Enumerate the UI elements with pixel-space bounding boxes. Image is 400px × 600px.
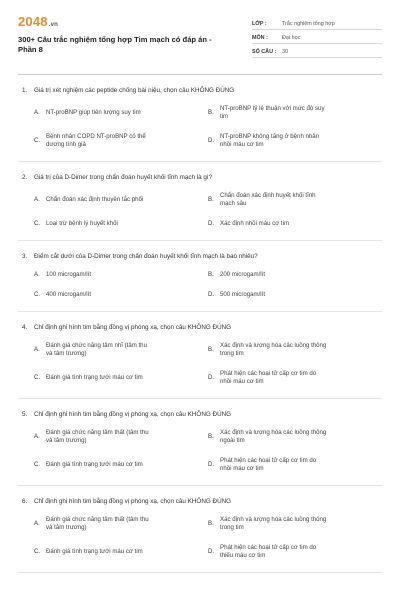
option-letter: D. xyxy=(208,374,215,381)
option-letter: D. xyxy=(208,461,215,468)
answer-option-d[interactable] xyxy=(208,291,382,299)
option-text: Xác định và lượng hóa các luồng thông ngoài tim xyxy=(220,429,327,444)
answer-option-a[interactable] xyxy=(34,342,208,358)
option-text: 200 microgam/lít xyxy=(220,271,266,278)
answer-option-d[interactable] xyxy=(208,544,382,560)
option-text: Phát hiện các hoại tử cấp cơ tim do thiếu máu cơ tim xyxy=(220,544,317,559)
answer-option-d[interactable] xyxy=(208,133,382,149)
question-text-row xyxy=(18,253,382,261)
meta-row-count xyxy=(252,44,382,58)
answer-option-b[interactable] xyxy=(208,271,382,279)
answer-option-a[interactable] xyxy=(34,516,208,532)
option-letter: C. xyxy=(34,461,41,468)
option-letter: B. xyxy=(208,520,214,527)
option-text: 100 microgam/lít xyxy=(46,271,92,278)
option-letter: D. xyxy=(208,137,215,144)
answer-option-d[interactable] xyxy=(208,457,382,473)
question-text: Điểm cắt dưới của D-Dimer trong chẩn đoán huyết khối tĩnh mạch là bao nhiêu? xyxy=(34,253,258,260)
header xyxy=(18,0,382,64)
option-letter: C. xyxy=(34,548,41,555)
answer-options xyxy=(18,192,382,228)
answer-options xyxy=(18,342,382,386)
meta-label: MÔN : xyxy=(252,35,268,41)
answer-option-d[interactable] xyxy=(208,370,382,386)
option-letter: B. xyxy=(208,346,214,353)
question-text: Giá trị của D-Dimer trong chẩn đoán huyết khối tĩnh mạch là gì? xyxy=(34,174,213,181)
question-divider xyxy=(18,398,382,399)
answer-option-c[interactable] xyxy=(34,220,208,228)
option-text: Đánh giá tình trạng tưới máu cơ tim xyxy=(46,374,143,381)
option-text: Đánh giá chức năng tâm thất (tâm thu và tâm trương) xyxy=(46,429,149,444)
option-letter: B. xyxy=(208,271,214,278)
brand xyxy=(18,14,228,64)
question-text-row xyxy=(18,324,382,332)
answer-option-b[interactable] xyxy=(208,429,382,445)
document-title: 300+ Câu trắc nghiệm tổng hợp Tim mạch có đáp án - Phần 8 xyxy=(18,35,212,54)
option-letter: C. xyxy=(34,291,41,298)
question-2 xyxy=(18,174,382,241)
question-text-row xyxy=(18,498,382,506)
question-divider xyxy=(18,311,382,312)
option-text: NT-proBNP không tăng ở bệnh nhân nhồi máu cơ tim xyxy=(220,133,320,148)
option-text: Chẩn đoán xác định huyết khối tĩnh mạch sâu xyxy=(220,192,316,207)
option-letter: A. xyxy=(34,271,40,278)
option-text: Bệnh nhân COPD NT-proBNP có thể dương tính giả xyxy=(46,133,146,148)
question-list xyxy=(18,87,382,573)
question-text: Chỉ định ghi hình tim bằng đồng vị phóng xạ, chọn câu KHÔNG ĐÚNG xyxy=(34,498,232,505)
option-letter: A. xyxy=(34,196,40,203)
option-letter: D. xyxy=(208,291,215,298)
option-letter: C. xyxy=(34,374,41,381)
option-letter: B. xyxy=(208,109,214,116)
question-text: Chỉ định ghi hình tim bằng đồng vị phóng xạ, chọn câu KHÔNG ĐÚNG xyxy=(34,324,232,331)
question-number: 1. xyxy=(22,87,28,94)
meta-label: SỐ CÂU : xyxy=(252,49,277,55)
question-text: Giá trị xét nghiệm các peptide chống bài niệu, chọn câu KHÔNG ĐÚNG xyxy=(34,87,235,94)
question-number: 4. xyxy=(22,324,28,331)
answer-option-a[interactable] xyxy=(34,271,208,279)
option-text: Loại trừ bệnh lý huyết khối xyxy=(46,220,118,227)
option-text: Đánh giá tình trạng tưới máu cơ tim xyxy=(46,548,143,555)
question-4 xyxy=(18,324,382,399)
option-letter: A. xyxy=(34,433,40,440)
answer-options xyxy=(18,271,382,299)
option-text: Chẩn đoán xác định thuyên tắc phổi xyxy=(46,196,144,203)
option-letter: C. xyxy=(34,220,41,227)
question-number: 5. xyxy=(22,411,28,418)
option-letter: A. xyxy=(34,346,40,353)
option-text: Phát hiện các hoại tử cấp cơ tim do nhồi máu cơ tim xyxy=(220,457,317,472)
option-text: 500 microgam/lít xyxy=(220,291,266,298)
option-letter: D. xyxy=(208,548,215,555)
question-divider xyxy=(18,485,382,486)
question-3 xyxy=(18,253,382,312)
question-text-row xyxy=(18,87,382,95)
answer-options xyxy=(18,105,382,149)
meta-label: LỚP : xyxy=(252,21,267,27)
logo-number: 2048 xyxy=(18,14,48,29)
option-letter: A. xyxy=(34,109,40,116)
option-letter: A. xyxy=(34,520,40,527)
question-divider xyxy=(18,572,382,573)
option-text: Phát hiện các hoại tử cấp cơ tim do nhồi máu cơ tim xyxy=(220,370,317,385)
logo-domain: .vn xyxy=(48,22,59,28)
option-text: Đánh giá chức năng tâm thất (tâm thu và tâm trương) xyxy=(46,516,149,531)
meta-row-class xyxy=(252,16,382,30)
question-number: 3. xyxy=(22,253,28,260)
option-letter: B. xyxy=(208,433,214,440)
answer-option-b[interactable] xyxy=(208,516,382,532)
answer-options xyxy=(18,516,382,560)
option-text: 400 microgam/lít xyxy=(46,291,92,298)
option-text: Xác định và lượng hóa các luồng thông trong tim xyxy=(220,516,327,531)
meta-row-subject xyxy=(252,30,382,44)
question-text-row xyxy=(18,411,382,419)
option-letter: C. xyxy=(34,137,41,144)
question-divider xyxy=(18,161,382,162)
option-text: Xác định nhồi máu cơ tim xyxy=(220,220,290,227)
option-text: Đánh giá chức năng tâm nhĩ (tâm thu và tâm trương) xyxy=(46,342,147,357)
meta-value: Đại học xyxy=(282,35,301,41)
option-letter: B. xyxy=(208,196,214,203)
answer-options xyxy=(18,429,382,473)
question-divider xyxy=(18,240,382,241)
question-number: 6. xyxy=(22,498,28,505)
option-text: NT-proBNP giúp tiên lượng suy tim xyxy=(46,109,141,116)
answer-option-c[interactable] xyxy=(34,291,208,299)
question-5 xyxy=(18,411,382,486)
answer-option-b[interactable] xyxy=(208,342,382,358)
meta-value: Trắc nghiệm tổng hợp xyxy=(282,21,335,27)
question-6 xyxy=(18,498,382,573)
option-text: Xác định và lượng hóa các luồng thông trong tim xyxy=(220,342,327,357)
question-text-row xyxy=(18,174,382,182)
answer-option-d[interactable] xyxy=(208,220,382,228)
answer-option-a[interactable] xyxy=(34,429,208,445)
option-letter: D. xyxy=(208,220,215,227)
meta-value: 30 xyxy=(282,49,288,55)
answer-option-c[interactable] xyxy=(34,133,208,149)
document-meta xyxy=(252,16,382,64)
answer-option-a[interactable] xyxy=(34,192,208,208)
answer-option-c[interactable] xyxy=(34,370,208,386)
answer-option-b[interactable] xyxy=(208,105,382,121)
header-divider xyxy=(18,74,382,75)
option-text: NT-proBNP tỷ lệ thuận với mức độ suy tim xyxy=(220,105,325,120)
answer-option-c[interactable] xyxy=(34,457,208,473)
answer-option-b[interactable] xyxy=(208,192,382,208)
answer-option-a[interactable] xyxy=(34,105,208,121)
site-logo[interactable] xyxy=(18,14,228,29)
question-1 xyxy=(18,87,382,162)
question-text: Chỉ định ghi hình tim bằng đồng vị phóng xạ, chọn câu KHÔNG ĐÚNG xyxy=(34,411,232,418)
answer-option-c[interactable] xyxy=(34,544,208,560)
option-text: Đánh giá tình trạng tưới máu cơ tim xyxy=(46,461,143,468)
question-number: 2. xyxy=(22,174,28,181)
